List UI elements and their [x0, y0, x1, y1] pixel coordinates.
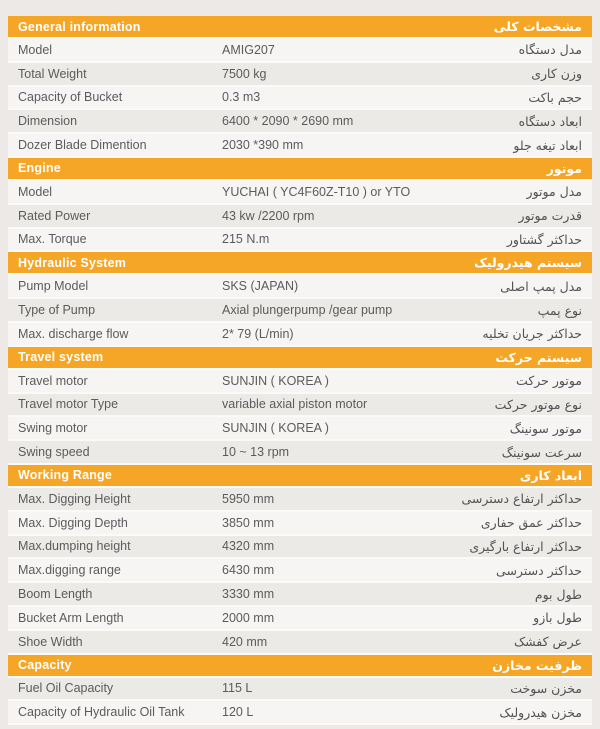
spec-row	[8, 229, 592, 253]
spec-value: 2000 mm	[222, 610, 275, 625]
spec-value: 7500 kg	[222, 66, 267, 81]
spec-value: variable axial piston motor	[222, 397, 368, 412]
spec-label-en: Max.digging range	[18, 563, 121, 578]
spec-value: 120 L	[222, 705, 254, 720]
spec-label-fa: حداکثر جریان تخلیه	[482, 326, 582, 342]
spec-label-en: Pump Model	[18, 279, 89, 294]
spec-label-fa: حجم باکت	[528, 89, 582, 105]
spec-label-fa: مدل پمپ اصلی	[500, 278, 582, 294]
spec-label-fa: سرعت سونینگ	[501, 444, 582, 460]
spec-label-en: Max. Digging Depth	[18, 515, 128, 530]
spec-value: 6400 * 2090 * 2690 mm	[222, 114, 354, 129]
spec-label-fa: وزن کاری	[531, 66, 582, 82]
spec-label-fa: مخزن هیدرولیک	[499, 704, 582, 720]
spec-label-en: Max. Torque	[18, 232, 87, 247]
spec-row	[8, 205, 592, 229]
spec-label-fa: مدل موتور	[526, 184, 582, 200]
spec-label-en: Swing motor	[18, 421, 88, 436]
spec-value: 3850 mm	[222, 515, 275, 530]
section-title-fa: سیستم حرکت	[495, 349, 582, 365]
section-title-fa: مشخصات کلی	[493, 19, 582, 34]
spec-label-en: Bucket Arm Length	[18, 610, 124, 625]
spec-row	[8, 110, 592, 134]
spec-label-en: Dozer Blade Dimention	[18, 138, 147, 153]
spec-label-en: Max. Digging Height	[18, 491, 131, 506]
section-title-fa: موتور	[546, 160, 582, 176]
spec-value: 5950 mm	[222, 491, 275, 506]
spec-table	[8, 16, 592, 725]
spec-value: 2* 79 (L/min)	[222, 326, 294, 341]
spec-value: 10 ~ 13 rpm	[222, 445, 290, 460]
spec-row	[8, 441, 592, 465]
section-title-en: Hydraulic System	[18, 255, 127, 270]
spec-label-en: Travel motor Type	[18, 397, 119, 412]
section-header-hydraulic-system	[8, 252, 592, 275]
spec-label-fa: عرض کفشک	[513, 634, 582, 650]
spec-row	[8, 701, 592, 725]
spec-label-en: Type of Pump	[18, 303, 96, 318]
spec-label-fa: حداکثر ارتفاع دسترسی	[461, 491, 582, 507]
spec-label-fa: مخزن سوخت	[510, 680, 582, 696]
section-header-travel-system	[8, 347, 592, 370]
spec-row	[8, 323, 592, 347]
spec-value: SUNJIN ( KOREA )	[222, 373, 329, 388]
section-title-en: Travel system	[18, 350, 104, 365]
spec-row	[8, 417, 592, 441]
spec-value: Axial plungerpump /gear pump	[222, 303, 393, 318]
spec-label-en: Dimension	[18, 114, 78, 129]
section-title-fa: سیستم هیدرولیک	[474, 255, 582, 271]
spec-row	[8, 631, 592, 655]
spec-row	[8, 299, 592, 323]
spec-label-fa: موتور حرکت	[516, 373, 582, 389]
section-header-engine	[8, 158, 592, 181]
spec-value: YUCHAI ( YC4F60Z-T10 ) or YTO	[222, 184, 411, 199]
section-title-en: Engine	[18, 161, 61, 176]
section-title-fa: ظرفیت مخازن	[492, 657, 582, 673]
spec-label-fa: مدل دستگاه	[518, 42, 582, 58]
spec-label-fa: طول بوم	[534, 586, 582, 602]
spec-value: 0.3 m3	[222, 90, 261, 105]
spec-label-en: Max. discharge flow	[18, 326, 129, 341]
spec-label-fa: حداکثر ارتفاع بارگیری	[469, 538, 582, 554]
spec-row	[8, 678, 592, 702]
spec-label-fa: نوع موتور حرکت	[494, 396, 582, 412]
section-title-fa: ابعاد کاری	[519, 467, 582, 483]
section-header-general-information	[8, 16, 592, 39]
spec-value: SUNJIN ( KOREA )	[222, 421, 329, 436]
spec-row	[8, 370, 592, 394]
spec-row	[8, 512, 592, 536]
section-title-en: Working Range	[18, 468, 113, 483]
spec-label-fa: ابعاد تیغه جلو	[513, 137, 582, 153]
spec-row	[8, 488, 592, 512]
spec-value: SKS (JAPAN)	[222, 279, 299, 294]
section-header-working-range	[8, 465, 592, 488]
spec-value: 43 kw /2200 rpm	[222, 208, 315, 223]
spec-label-en: Model	[18, 184, 53, 199]
spec-value: 3330 mm	[222, 587, 275, 602]
spec-label-en: Rated Power	[18, 208, 91, 223]
spec-label-fa: حداکثر دسترسی	[496, 562, 582, 578]
spec-label-fa: قدرت موتور	[518, 208, 582, 224]
spec-value: 4320 mm	[222, 539, 275, 554]
spec-row	[8, 87, 592, 111]
spec-value: 115 L	[222, 681, 253, 696]
spec-value: 215 N.m	[222, 232, 270, 247]
spec-row	[8, 394, 592, 418]
spec-label-en: Swing speed	[18, 445, 90, 460]
spec-label-en: Boom Length	[18, 587, 93, 602]
spec-label-en: Shoe Width	[18, 634, 83, 649]
spec-row	[8, 181, 592, 205]
spec-row	[8, 559, 592, 583]
spec-label-en: Capacity of Hydraulic Oil Tank	[18, 705, 185, 720]
spec-label-en: Capacity of Bucket	[18, 90, 123, 105]
spec-label-fa: ابعاد دستگاه	[518, 113, 582, 129]
spec-row	[8, 583, 592, 607]
spec-label-fa: حداکثر عمق حفاری	[480, 515, 582, 531]
spec-label-en: Total Weight	[18, 66, 87, 81]
spec-label-fa: طول بازو	[533, 610, 582, 626]
spec-label-fa: حداکثر گشتاور	[506, 231, 582, 247]
section-title-en: Capacity	[18, 658, 72, 673]
spec-value: 6430 mm	[222, 563, 275, 578]
spec-row	[8, 536, 592, 560]
spec-value: 2030 *390 mm	[222, 138, 304, 153]
spec-label-en: Max.dumping height	[18, 539, 131, 554]
section-title-en: General information	[18, 19, 141, 34]
spec-label-en: Model	[18, 42, 53, 57]
spec-row	[8, 63, 592, 87]
spec-row	[8, 39, 592, 63]
spec-row	[8, 275, 592, 299]
spec-row	[8, 134, 592, 158]
spec-label-en: Travel motor	[18, 373, 88, 388]
spec-label-en: Fuel Oil Capacity	[18, 681, 114, 696]
spec-value: 420 mm	[222, 634, 268, 649]
spec-value: AMIG207	[222, 42, 275, 57]
spec-label-fa: موتور سونینگ	[509, 420, 582, 436]
spec-label-fa: نوع پمپ	[537, 302, 582, 318]
section-header-capacity	[8, 655, 592, 678]
spec-row	[8, 607, 592, 631]
